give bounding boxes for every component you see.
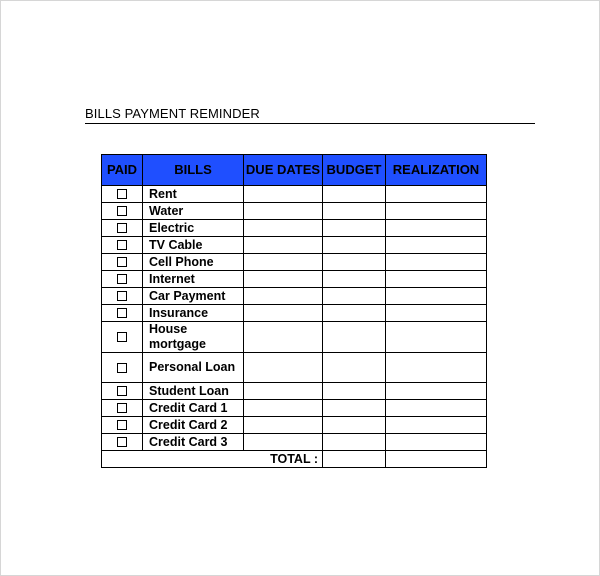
budget-cell[interactable] bbox=[323, 288, 386, 305]
budget-cell[interactable] bbox=[323, 417, 386, 434]
realization-cell[interactable] bbox=[386, 434, 487, 451]
paid-checkbox[interactable] bbox=[117, 420, 127, 430]
realization-cell[interactable] bbox=[386, 288, 487, 305]
bills-table bbox=[101, 154, 487, 468]
budget-cell[interactable] bbox=[323, 305, 386, 322]
table-row bbox=[102, 254, 487, 271]
budget-cell[interactable] bbox=[323, 203, 386, 220]
col-header-budget: BUDGET bbox=[323, 155, 386, 186]
realization-cell[interactable] bbox=[386, 254, 487, 271]
realization-cell[interactable] bbox=[386, 322, 487, 353]
paid-checkbox[interactable] bbox=[117, 274, 127, 284]
realization-cell[interactable] bbox=[386, 203, 487, 220]
bill-name-cell: House mortgage bbox=[143, 322, 244, 353]
table-row bbox=[102, 237, 487, 254]
col-header-bills: BILLS bbox=[143, 155, 244, 186]
paid-checkbox[interactable] bbox=[117, 206, 127, 216]
paid-cell bbox=[102, 322, 143, 353]
paid-checkbox[interactable] bbox=[117, 403, 127, 413]
realization-cell[interactable] bbox=[386, 383, 487, 400]
table-row bbox=[102, 400, 487, 417]
due-date-cell[interactable] bbox=[244, 271, 323, 288]
bill-name-cell: Credit Card 1 bbox=[143, 400, 244, 417]
due-date-cell[interactable] bbox=[244, 322, 323, 353]
bill-name-cell: Internet bbox=[143, 271, 244, 288]
budget-cell[interactable] bbox=[323, 400, 386, 417]
budget-cell[interactable] bbox=[323, 237, 386, 254]
budget-cell[interactable] bbox=[323, 186, 386, 203]
budget-cell[interactable] bbox=[323, 322, 386, 353]
bill-name-cell: Credit Card 2 bbox=[143, 417, 244, 434]
total-realization-cell[interactable] bbox=[386, 451, 487, 468]
total-budget-cell[interactable] bbox=[323, 451, 386, 468]
paid-checkbox[interactable] bbox=[117, 308, 127, 318]
paid-checkbox[interactable] bbox=[117, 332, 127, 342]
table-row bbox=[102, 305, 487, 322]
col-header-realization: REALIZATION bbox=[386, 155, 487, 186]
total-row bbox=[102, 451, 487, 468]
paid-cell bbox=[102, 220, 143, 237]
table-row bbox=[102, 353, 487, 383]
paid-checkbox[interactable] bbox=[117, 291, 127, 301]
bill-name-cell: Car Payment bbox=[143, 288, 244, 305]
realization-cell[interactable] bbox=[386, 305, 487, 322]
realization-cell[interactable] bbox=[386, 417, 487, 434]
due-date-cell[interactable] bbox=[244, 305, 323, 322]
bill-name-cell: Credit Card 3 bbox=[143, 434, 244, 451]
bill-name-cell: Insurance bbox=[143, 305, 244, 322]
paid-cell bbox=[102, 353, 143, 383]
bill-name-cell: Personal Loan bbox=[143, 353, 244, 383]
due-date-cell[interactable] bbox=[244, 353, 323, 383]
paid-checkbox[interactable] bbox=[117, 240, 127, 250]
realization-cell[interactable] bbox=[386, 400, 487, 417]
due-date-cell[interactable] bbox=[244, 220, 323, 237]
bill-name-cell: TV Cable bbox=[143, 237, 244, 254]
table-header-row bbox=[102, 155, 487, 186]
due-date-cell[interactable] bbox=[244, 186, 323, 203]
paid-cell bbox=[102, 203, 143, 220]
table-row bbox=[102, 186, 487, 203]
paid-cell bbox=[102, 305, 143, 322]
document-title: BILLS PAYMENT REMINDER bbox=[85, 106, 535, 124]
total-label: TOTAL : bbox=[102, 451, 323, 468]
budget-cell[interactable] bbox=[323, 254, 386, 271]
realization-cell[interactable] bbox=[386, 271, 487, 288]
due-date-cell[interactable] bbox=[244, 417, 323, 434]
paid-cell bbox=[102, 288, 143, 305]
due-date-cell[interactable] bbox=[244, 288, 323, 305]
paid-cell bbox=[102, 417, 143, 434]
due-date-cell[interactable] bbox=[244, 383, 323, 400]
budget-cell[interactable] bbox=[323, 220, 386, 237]
paid-checkbox[interactable] bbox=[117, 189, 127, 199]
table-row bbox=[102, 383, 487, 400]
table-row bbox=[102, 417, 487, 434]
table-row bbox=[102, 203, 487, 220]
budget-cell[interactable] bbox=[323, 353, 386, 383]
table-row bbox=[102, 322, 487, 353]
paid-cell bbox=[102, 400, 143, 417]
realization-cell[interactable] bbox=[386, 220, 487, 237]
paid-cell bbox=[102, 383, 143, 400]
paid-cell bbox=[102, 237, 143, 254]
paid-checkbox[interactable] bbox=[117, 363, 127, 373]
realization-cell[interactable] bbox=[386, 237, 487, 254]
realization-cell[interactable] bbox=[386, 186, 487, 203]
paid-cell bbox=[102, 434, 143, 451]
paid-checkbox[interactable] bbox=[117, 437, 127, 447]
paid-cell bbox=[102, 186, 143, 203]
due-date-cell[interactable] bbox=[244, 203, 323, 220]
paid-checkbox[interactable] bbox=[117, 223, 127, 233]
bill-name-cell: Rent bbox=[143, 186, 244, 203]
due-date-cell[interactable] bbox=[244, 434, 323, 451]
bill-name-cell: Cell Phone bbox=[143, 254, 244, 271]
bill-name-cell: Student Loan bbox=[143, 383, 244, 400]
due-date-cell[interactable] bbox=[244, 237, 323, 254]
paid-cell bbox=[102, 271, 143, 288]
budget-cell[interactable] bbox=[323, 434, 386, 451]
table-row bbox=[102, 271, 487, 288]
bill-name-cell: Electric bbox=[143, 220, 244, 237]
budget-cell[interactable] bbox=[323, 271, 386, 288]
paid-cell bbox=[102, 254, 143, 271]
col-header-due-dates: DUE DATES bbox=[244, 155, 323, 186]
bill-name-cell: Water bbox=[143, 203, 244, 220]
budget-cell[interactable] bbox=[323, 383, 386, 400]
table-row bbox=[102, 220, 487, 237]
realization-cell[interactable] bbox=[386, 353, 487, 383]
table-row bbox=[102, 288, 487, 305]
due-date-cell[interactable] bbox=[244, 254, 323, 271]
col-header-paid: PAID bbox=[102, 155, 143, 186]
due-date-cell[interactable] bbox=[244, 400, 323, 417]
paid-checkbox[interactable] bbox=[117, 257, 127, 267]
table-row bbox=[102, 434, 487, 451]
paid-checkbox[interactable] bbox=[117, 386, 127, 396]
